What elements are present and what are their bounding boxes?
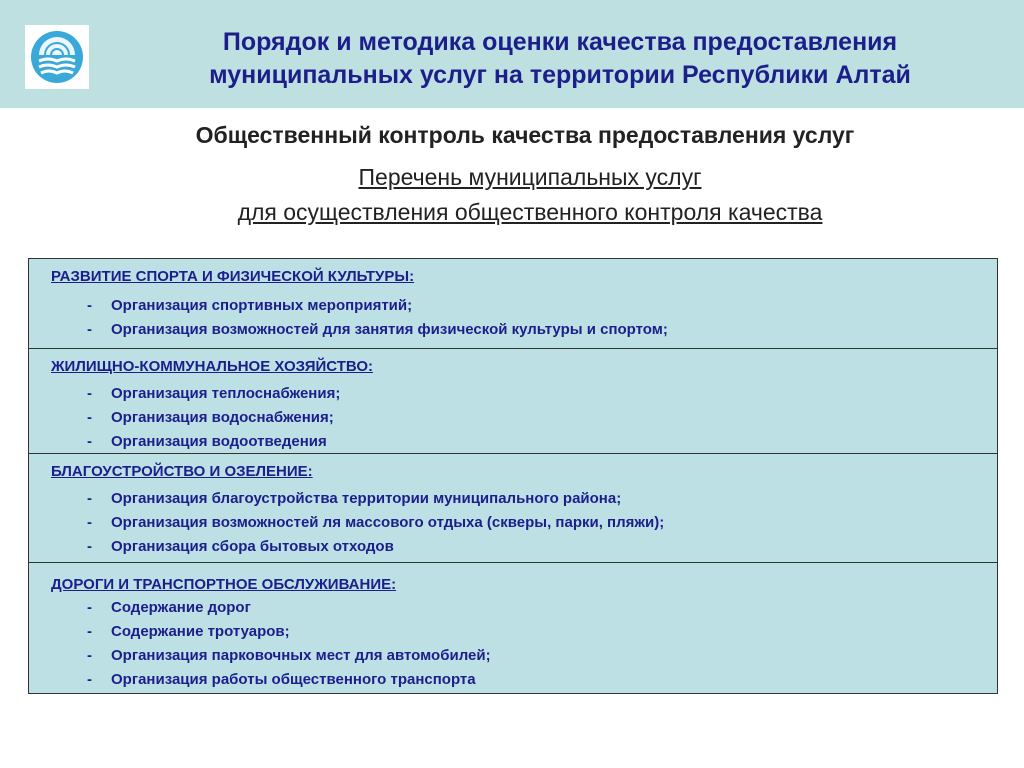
page-title <box>100 26 1020 92</box>
list-item: - Содержание тротуаров; <box>87 623 290 640</box>
title-line-1: Порядок и методика оценки качества предоставления <box>222 28 898 56</box>
list-title-line-1: Перечень муниципальных услуг <box>358 164 702 190</box>
list-item: - Организация водоотведения <box>87 433 327 450</box>
section-sport <box>28 258 998 349</box>
title-line-2: муниципальных услуг на территории Республики Алтай <box>209 61 911 89</box>
section-roads <box>28 562 998 694</box>
list-item: - Организация водоснабжения; <box>87 409 334 426</box>
section-landscaping <box>28 453 998 563</box>
list-title <box>0 160 1024 230</box>
list-item: - Организация работы общественного транспорта <box>87 671 476 688</box>
section-title: РАЗВИТИЕ СПОРТА И ФИЗИЧЕСКОЙ КУЛЬТУРЫ: <box>51 268 415 285</box>
section-housing <box>28 348 998 454</box>
emblem-icon <box>25 25 89 89</box>
list-item: - Организация теплоснабжения; <box>87 385 341 402</box>
list-item: - Организация благоустройства территории муниципального района; <box>87 490 622 507</box>
header-bar <box>0 0 1024 108</box>
list-item: - Содержание дорог <box>87 599 251 616</box>
section-title: ДОРОГИ И ТРАНСПОРТНОЕ ОБСЛУЖИВАНИЕ: <box>51 576 397 593</box>
list-item: - Организация возможностей для занятия физической культуры и спортом; <box>87 321 668 338</box>
list-item: - Организация возможностей ля массового отдыха (скверы, парки, пляжи); <box>87 514 665 531</box>
list-item: - Организация сбора бытовых отходов <box>87 538 394 555</box>
list-item: - Организация спортивных мероприятий; <box>87 297 413 314</box>
section-subtitle: Общественный контроль качества предоставления услуг <box>195 122 855 148</box>
list-title-line-2: для осуществления общественного контроля качества <box>237 199 823 225</box>
section-title: БЛАГОУСТРОЙСТВО И ОЗЕЛЕНИЕ: <box>51 463 313 480</box>
list-item: - Организация парковочных мест для автомобилей; <box>87 647 491 664</box>
section-title: ЖИЛИЩНО-КОММУНАЛЬНОЕ ХОЗЯЙСТВО: <box>51 358 374 375</box>
